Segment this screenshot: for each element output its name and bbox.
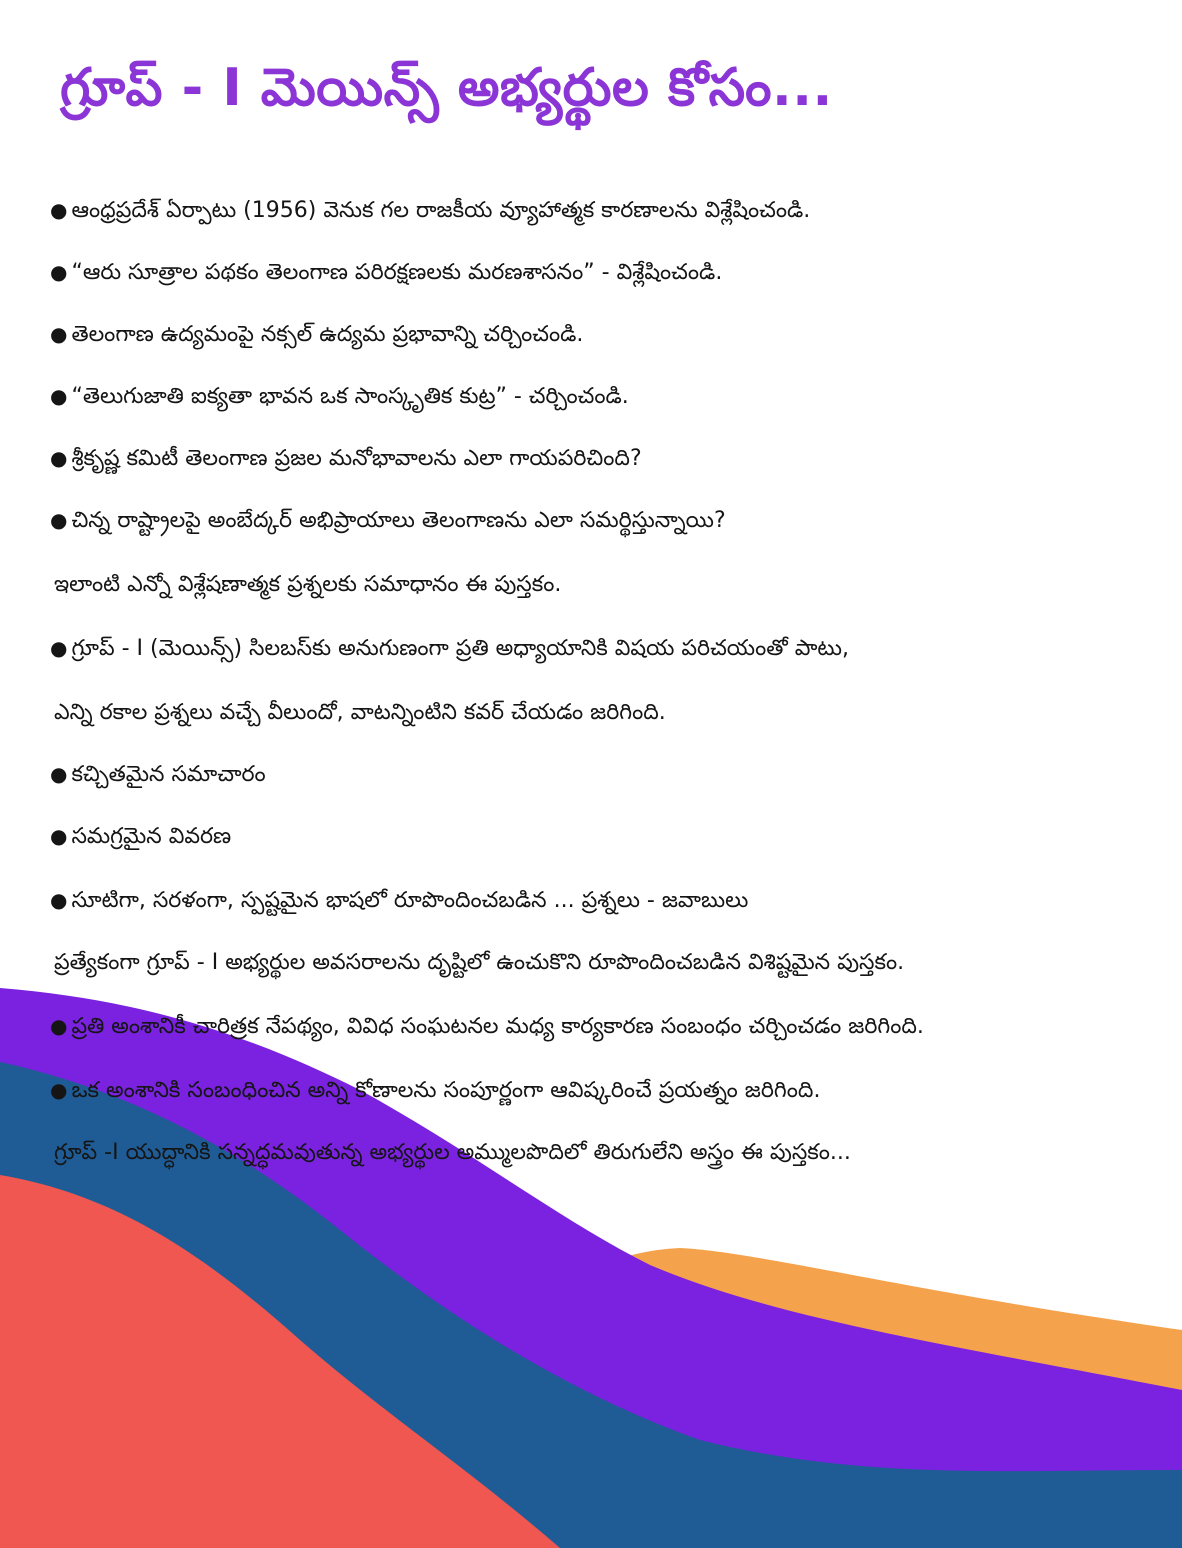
bullet-icon: ●: [50, 888, 68, 912]
list-item-text: ఒక అంశానికి సంబంధించిన అన్ని కోణాలను సంపూర్ణంగా ఆవిష్కరించే ప్రయత్నం జరిగింది.: [71, 1078, 821, 1103]
bullet-icon: ●: [50, 322, 68, 346]
list-item: [50, 384, 629, 410]
list-item: [50, 824, 231, 850]
list-item-text: తెలంగాణ ఉద్యమంపై నక్సల్ ఉద్యమ ప్రభావాన్ని చర్చించండి.: [71, 322, 584, 347]
list-item-text: సూటిగా, సరళంగా, స్పష్టమైన భాషలో రూపొందించబడిన ... ప్రశ్నలు - జవాబులు: [71, 888, 749, 913]
list-item-text: గ్రూప్ - I (మెయిన్స్) సిలబస్‌కు అనుగుణంగా ప్రతి అధ్యాయానికి విషయ పరిచయంతో పాటు,: [71, 636, 849, 661]
list-item-text: ఆంధ్రప్రదేశ్ ఏర్పాటు (1956) వెనుక గల రాజకీయ వ్యూహాత్మక కారణాలను విశ్లేషించండి.: [71, 198, 811, 223]
continuation-line: [50, 700, 666, 726]
list-item: [50, 508, 726, 534]
bullet-icon: ●: [50, 1014, 68, 1038]
closing-line: [50, 1140, 851, 1166]
list-item: [50, 1078, 820, 1104]
list-item-text: ఇలాంటి ఎన్నో విశ్లేషణాత్మక ప్రశ్నలకు సమాధానం ఈ పుస్తకం.: [54, 572, 562, 597]
list-item-text: శ్రీకృష్ణ కమిటీ తెలంగాణ ప్రజల మనోభావాలను ఎలా గాయపరిచింది?: [71, 446, 642, 471]
list-item: [50, 198, 810, 224]
bullet-icon: ●: [50, 1078, 68, 1102]
bullet-icon: ●: [50, 198, 68, 222]
summary-line: [50, 572, 561, 598]
bullet-icon: ●: [50, 824, 68, 848]
summary-line: [50, 950, 904, 976]
bullet-icon: ●: [50, 636, 68, 660]
list-item-text: “ఆరు సూత్రాల పథకం తెలంగాణ పరిరక్షణలకు మరణశాసనం” - విశ్లేషించండి.: [71, 260, 723, 285]
list-item: [50, 888, 748, 914]
bullet-icon: ●: [50, 384, 68, 408]
list-item: [50, 260, 722, 286]
bullet-icon: ●: [50, 446, 68, 470]
bullet-icon: ●: [50, 508, 68, 532]
list-item: [50, 1014, 924, 1040]
list-item: [50, 446, 642, 472]
list-item: [50, 636, 849, 662]
list-item-text: ప్రత్యేకంగా గ్రూప్ - I అభ్యర్థుల అవసరాలను దృష్టిలో ఉంచుకొని రూపొందించబడిన విశిష్టమైన పుస్తకం.: [54, 950, 905, 975]
bullet-icon: ●: [50, 762, 68, 786]
page-title: గ్రూప్ - I మెయిన్స్ అభ్యర్థుల కోసం...: [60, 58, 833, 118]
bullet-icon: ●: [50, 260, 68, 284]
list-item-text: సమగ్రమైన వివరణ: [71, 824, 232, 849]
list-item-text: “తెలుగుజాతి ఐక్యతా భావన ఒక సాంస్కృతిక కుట్ర” - చర్చించండి.: [71, 384, 629, 409]
list-item: [50, 762, 266, 788]
list-item-text: ప్రతి అంశానికీ చారిత్రక నేపథ్యం, వివిధ సంఘటనల మధ్య కార్యకారణ సంబంధం చర్చించడం జరిగింది.: [71, 1014, 924, 1039]
list-item-text: చిన్న రాష్ట్రాలపై అంబేద్కర్ అభిప్రాయాలు తెలంగాణను ఎలా సమర్థిస్తున్నాయి?: [71, 508, 726, 533]
list-item-text: ఎన్ని రకాల ప్రశ్నలు వచ్చే వీలుందో, వాటన్నింటిని కవర్ చేయడం జరిగింది.: [54, 700, 666, 725]
list-item-text: గ్రూప్ -I యుద్ధానికి సన్నద్ధమవుతున్న అభ్యర్థుల అమ్ములపొదిలో తిరుగులేని అస్త్రం ఈ పుస్తకం...: [54, 1140, 851, 1165]
list-item-text: కచ్చితమైన సమాచారం: [71, 762, 266, 787]
list-item: [50, 322, 583, 348]
